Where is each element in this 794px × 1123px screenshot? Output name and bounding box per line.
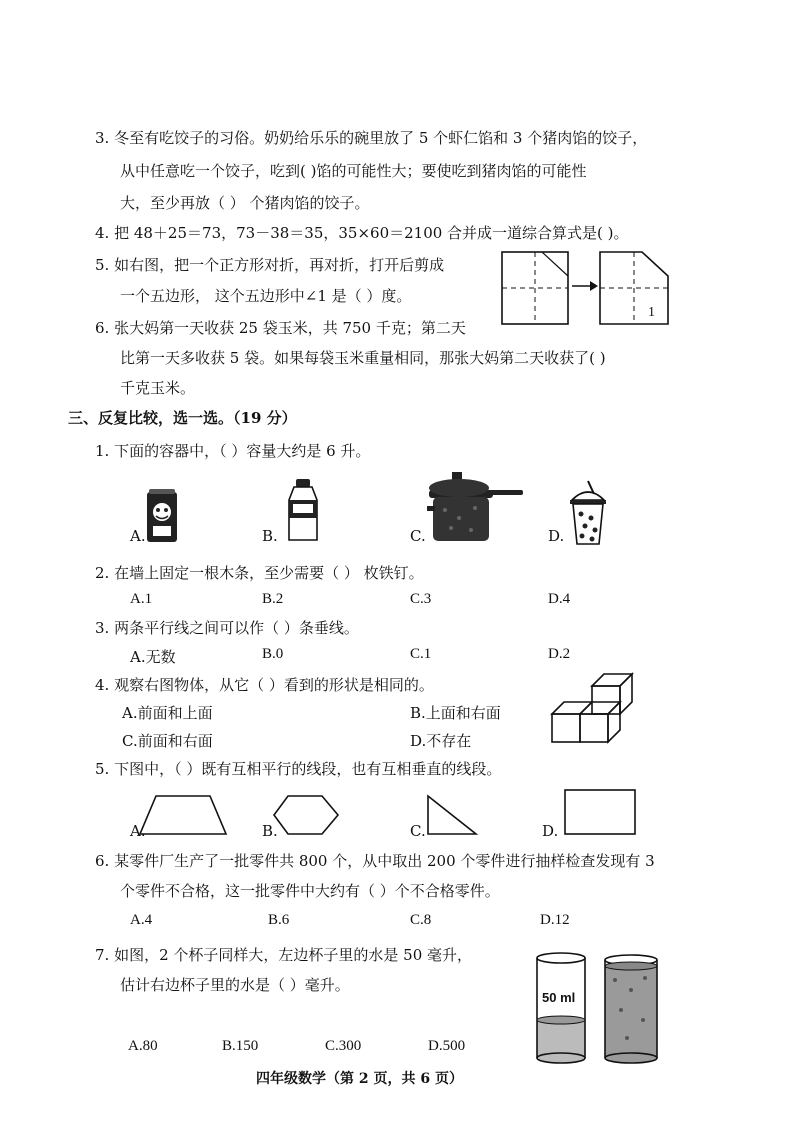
pressure-cooker-image [425, 470, 525, 546]
q3-1-option-d: D. [548, 527, 565, 545]
q3-1-stem: 1. 下面的容器中，（ ）容量大约是 6 升。 [95, 442, 371, 460]
q3-2-option-d: D.4 [548, 591, 571, 607]
q3-6-option-b: B.6 [268, 912, 290, 928]
soda-can-image [145, 488, 181, 544]
q3-6-option-d: D.12 [540, 912, 570, 928]
q3-4-option-a: A.前面和上面 [122, 704, 213, 722]
q3-5-option-b: B. [262, 822, 278, 840]
hexagon-shape [274, 796, 338, 834]
q3-1-option-c: C. [410, 527, 426, 545]
q2-3-line2: 从中任意吃一个饺子，吃到( )馅的可能性大；要使吃到猪肉馅的可能性 [120, 162, 587, 180]
drink-cup-image [566, 480, 610, 546]
q3-6-option-c: C.8 [410, 912, 432, 928]
q2-3-line3: 大，至少再放（ ） 个猪肉馅的饺子。 [120, 194, 370, 212]
q3-4-stem: 4. 观察右图物体，从它（ ）看到的形状是相同的。 [95, 676, 434, 694]
q3-1-option-a: A. [130, 527, 146, 545]
two-cups-figure [535, 950, 665, 1068]
q2-3-line1: 3. 冬至有吃饺子的习俗。奶奶给乐乐的碗里放了 5 个虾仁馅和 3 个猪肉馅的饺子， [95, 129, 648, 147]
q2-6-line3: 千克玉米。 [120, 379, 196, 397]
q3-7-line1: 7. 如图，2 个杯子同样大，左边杯子里的水是 50 毫升， [95, 946, 473, 964]
cube-stack-figure [550, 674, 642, 750]
angle-1-label: 1 [648, 305, 655, 320]
q3-5-option-a: A. [130, 822, 146, 840]
right-triangle-shape [428, 796, 476, 834]
rectangle-shape [565, 790, 635, 834]
q3-3-stem: 3. 两条平行线之间可以作（ ）条垂线。 [95, 619, 359, 637]
q3-6-option-a: A.4 [130, 912, 153, 928]
q3-3-option-b: B.0 [262, 646, 284, 662]
q3-3-option-d: D.2 [548, 646, 571, 662]
q3-5-shapes [140, 790, 660, 840]
q3-6-line2: 个零件不合格，这一批零件中大约有（ ）个不合格零件。 [120, 882, 500, 900]
q3-1-option-b: B. [262, 527, 278, 545]
q3-2-stem: 2. 在墙上固定一根木条，至少需要（ ） 枚铁钉。 [95, 564, 424, 582]
q3-2-option-b: B.2 [262, 591, 284, 607]
section-3-heading: 三、反复比较，选一选。（19 分） [68, 409, 297, 427]
q3-6-line1: 6. 某零件厂生产了一批零件共 800 个，从中取出 200 个零件进行抽样检查发现有 3 [95, 852, 655, 870]
q3-5-stem: 5. 下图中，（ ）既有互相平行的线段，也有互相垂直的线段。 [95, 760, 502, 778]
q3-2-option-c: C.3 [410, 591, 432, 607]
trapezoid-shape [140, 796, 226, 834]
q3-4-option-d: D.不存在 [410, 732, 472, 750]
folded-square-figure [500, 250, 675, 330]
q2-6-line2: 比第一天多收获 5 袋。如果每袋玉米重量相同，那张大妈第二天收获了( ) [120, 349, 606, 367]
q3-7-option-c: C.300 [325, 1038, 362, 1054]
cup-label: 50 ml [542, 990, 576, 1005]
q3-4-option-b: B.上面和右面 [410, 704, 501, 722]
q3-7-option-d: D.500 [428, 1038, 466, 1054]
q3-4-option-c: C.前面和右面 [122, 732, 213, 750]
q3-2-option-a: A.1 [130, 591, 153, 607]
q3-5-option-d: D. [542, 822, 559, 840]
q2-5-line2: 一个五边形， 这个五边形中∠1 是（ ）度。 [120, 287, 412, 305]
q3-3-option-a: A.无数 [130, 648, 176, 666]
q3-5-option-c: C. [410, 822, 426, 840]
q2-6-line1: 6. 张大妈第一天收获 25 袋玉米，共 750 千克；第二天 [95, 319, 466, 337]
q3-3-option-c: C.1 [410, 646, 432, 662]
q2-5-line1: 5. 如右图，把一个正方形对折，再对折，打开后剪成 [95, 256, 445, 274]
q2-4-line1: 4. 把 48＋25＝73，73－38＝35，35×60＝2100 合并成一道综合算式是( )。 [95, 224, 629, 242]
milk-bottle-image [284, 478, 324, 544]
q3-7-line2: 估计右边杯子里的水是（ ）毫升。 [120, 976, 350, 994]
q3-7-option-a: A.80 [128, 1038, 158, 1054]
q3-7-option-b: B.150 [222, 1038, 259, 1054]
page-footer: 四年级数学（第 2 页，共 6 页） [256, 1071, 463, 1087]
